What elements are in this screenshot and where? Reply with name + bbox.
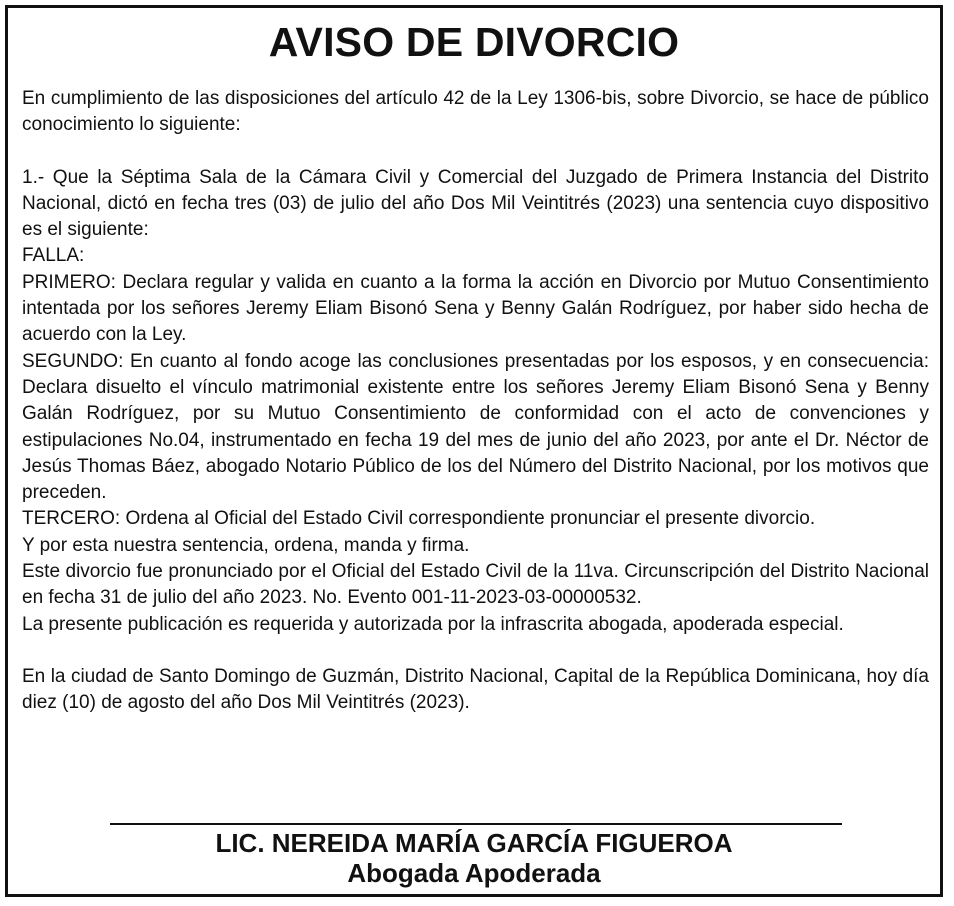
notice-body: [22, 86, 929, 717]
primero-paragraph: PRIMERO: Declara regular y valida en cuanto a la forma la acción en Divorcio por Mutuo Consentimiento intentada por los señores Jeremy Eliam Bisonó Sena y Benny Galán Rodríguez, por haber sido hecha de acuerdo con la Ley.: [22, 271, 929, 346]
falla-heading: FALLA:: [22, 245, 85, 267]
intro-paragraph: En cumplimiento de las disposiciones del artículo 42 de la Ley 1306-bis, sobre Divorcio, se hace de público conocimiento lo siguiente:: [22, 88, 929, 136]
tercero-paragraph: TERCERO: Ordena al Oficial del Estado Civil correspondiente pronunciar el presente divorcio.: [22, 508, 816, 530]
signature-role: Abogada Apoderada: [347, 858, 601, 888]
signature-name: LIC. NEREIDA MARÍA GARCÍA FIGUEROA: [215, 828, 733, 858]
paragraph-spacer: [22, 139, 929, 165]
signature-line: [110, 823, 842, 825]
closing-order-line: Y por esta nuestra sentencia, ordena, manda y firma.: [22, 534, 470, 556]
notice-title: AVISO DE DIVORCIO: [268, 19, 680, 65]
segundo-paragraph: SEGUNDO: En cuanto al fondo acoge las conclusiones presentadas por los esposos, y en consecuencia: Declara disuelto el vínculo matrimonial existente entre los señores Jeremy Eliam Bisonó Sena y Benny Galán Rodríguez, por su Mutuo Consentimiento de conformidad con el acto de convenciones y estipulaciones No.04, instrumentado en fecha 19 del mes de junio del año 2023, por ante el Dr. Néctor de Jesús Thomas Báez, abogado Notario Público de los del Número del Distrito Nacional, por los motivos que preceden.: [22, 350, 929, 504]
authorization-paragraph: La presente publicación es requerida y autorizada por la infrascrita abogada, apoderada especial.: [22, 613, 844, 635]
pronounced-paragraph: Este divorcio fue pronunciado por el Oficial del Estado Civil de la 11va. Circunscripción del Distrito Nacional en fecha 31 de julio del año 2023. No. Evento 001-11-2023-03-00000532.: [22, 561, 929, 609]
divorce-notice: [5, 5, 943, 897]
point-1-paragraph: 1.- Que la Séptima Sala de la Cámara Civil y Comercial del Juzgado de Primera Instancia del Distrito Nacional, dictó en fecha tres (03) de julio del año Dos Mil Veintitrés (2023) una sentencia cuyo dispositivo es el siguiente:: [22, 166, 929, 241]
paragraph-spacer: [22, 638, 929, 664]
place-date-paragraph: En la ciudad de Santo Domingo de Guzmán, Distrito Nacional, Capital de la República Dominicana, hoy día diez (10) de agosto del año Dos Mil Veintitrés (2023).: [22, 665, 929, 714]
